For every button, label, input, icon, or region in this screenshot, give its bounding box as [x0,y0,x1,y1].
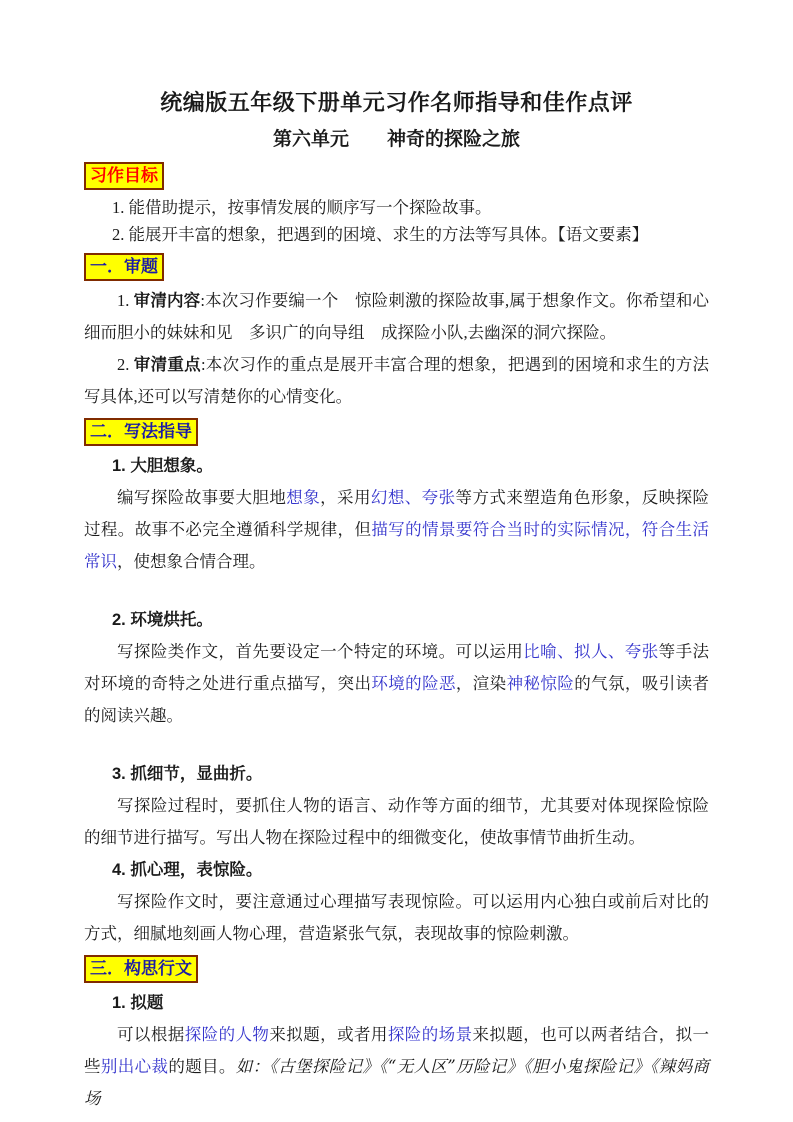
text-run: :本次习作的重点是展开丰富合理的想象，把遇到的困境和求生的方法写具体,还可以写清楚你的心情变化。 [84,355,710,406]
text-run: 想象 [286,488,321,507]
unit-subtitle: 第六单元 神奇的探险之旅 [272,129,520,150]
text-run: 比喻、拟人、夸张 [523,642,659,661]
method-heading-detail: 3. 抓细节，显曲折。 [112,765,263,783]
text-run: 等方式来塑造角色形象，反映探险过程。故事不必完全遵循科学规律，但 [84,488,710,539]
text-run: :本次习作要编一个 惊险刺激的探险故事,属于想象作文。你希望和心细而胆小的妹妹和见 多识广的向导组 成探险小队,去幽深的洞穴探险。 [84,291,710,342]
goal-list [84,194,709,248]
text-run: 来拟题，也可以两者结合，拟一些 [84,1025,710,1076]
blank-line [84,732,709,758]
text-run: ，使想象合情合理。 [117,552,266,571]
text-run: 写探险作文时，要注意通过心理描写表现惊险。可以运用内心独白或前后对比的方式，细腻地刻画人物心理，营造紧张气氛，表现故事的惊险刺激。 [84,892,709,943]
text-run: 环境的险恶 [371,674,456,693]
text-run: 审清内容 [133,292,201,310]
method-paragraph-environment [84,636,709,732]
text-run: 幻想、夸张 [370,488,456,507]
goal-item-1: 1. 能借助提示，按事情发展的顺序写一个探险故事。 [112,198,492,217]
text-run: 写探险类作文，首先要设定一个特定的环境。可以运用 [117,642,524,661]
shenti-paragraph-content [84,285,709,349]
method-paragraph-imagine [84,482,709,578]
title-drafting-heading: 1. 拟题 [112,994,164,1012]
method-paragraph-detail [84,790,709,854]
text-run: 探险的场景 [387,1025,473,1044]
text-run: 1. [117,291,134,310]
section-shenti-badge-row [84,253,709,285]
text-run: 来拟题，或者用 [269,1025,388,1044]
text-run: 编写探险故事要大胆地 [117,488,287,507]
text-run: 审清重点 [133,356,201,374]
method-heading-imagine: 1. 大胆想象。 [112,457,213,475]
method-heading-psychology: 4. 抓心理，表惊险。 [112,861,263,879]
text-run: 别出心裁 [100,1057,169,1076]
method-heading-environment: 2. 环境烘托。 [112,611,213,629]
section-badge-shenti: 一．审题 [84,253,164,281]
text-run: 可以根据 [117,1025,185,1044]
title-drafting-paragraph [84,1019,709,1115]
text-run: 2. [117,355,134,374]
document-title: 统编版五年级下册单元习作名师指导和佳作点评 [160,90,633,115]
text-run: 等手法对环境的奇特之处进行重点描写，突出 [84,642,710,693]
shenti-paragraph-focus [84,349,709,413]
text-run: 描写的情景要符合当时的实际情况，符合生活常识 [84,520,710,571]
blank-line [84,578,709,604]
text-run: 探险的人物 [184,1025,270,1044]
method-paragraph-psychology [84,886,709,950]
goal-badge-row [84,162,709,194]
section-xiefa-badge-row [84,418,709,450]
section-gousi-badge-row [84,955,709,987]
goal-item-2: 2. 能展开丰富的想象，把遇到的困境、求生的方法等写具体。【语文要素】 [112,225,649,244]
goal-badge: 习作目标 [84,162,164,190]
text-run: 的题目。 [168,1057,236,1076]
text-run: ，采用 [320,488,371,507]
text-run: 如：《古堡探险记》《“无人区”历险记》《胆小鬼探险记》《辣妈商场 [84,1057,710,1108]
text-run: 写探险过程时，要抓住人物的语言、动作等方面的细节，尤其要对体现探险惊险的细节进行描写。写出人物在探险过程中的细微变化，使故事情节曲折生动。 [84,796,709,847]
section-badge-gousi: 三．构思行文 [84,955,198,983]
text-run: 的气氛，吸引读者的阅读兴趣。 [84,674,710,725]
section-badge-xiefa: 二．写法指导 [84,418,198,446]
text-run: 神秘惊险 [506,674,575,693]
text-run: ，渲染 [455,674,507,693]
